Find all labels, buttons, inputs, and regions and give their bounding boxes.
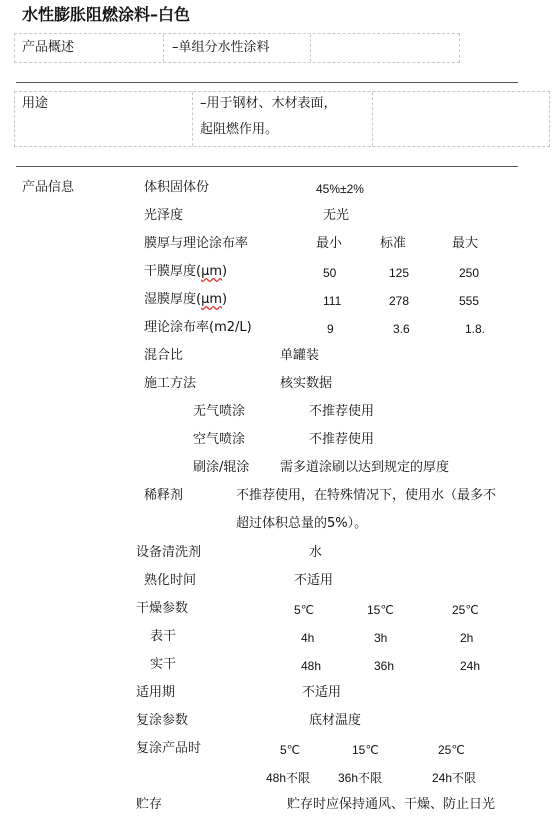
gloss-label: 光泽度 [144, 208, 184, 223]
mix-ratio-label: 混合比 [144, 348, 184, 363]
drying-label: 干燥参数 [136, 601, 189, 616]
coverage-min: 9 [327, 322, 334, 336]
coverage-label: 理论涂布率(m2/L) [144, 320, 252, 335]
recoat-value-15: 36h不限 [338, 771, 383, 785]
overview-label: 产品概述 [22, 40, 75, 55]
curing-time-value: 不适用 [294, 573, 334, 588]
surface-dry-15: 3h [374, 631, 388, 645]
drying-temp-15: 15℃ [367, 603, 394, 617]
storage-label: 贮存 [136, 797, 163, 812]
recoat-value: 底材温度 [309, 713, 362, 728]
recoat-value-25: 24h不限 [432, 771, 477, 785]
gloss-value: 无光 [323, 208, 350, 223]
usage-divider-2 [372, 92, 373, 146]
film-header-std: 标准 [380, 236, 407, 251]
wet-film-max: 555 [459, 294, 480, 308]
product-info-label: 产品信息 [22, 180, 75, 195]
air-spray-label: 空气喷涂 [193, 432, 246, 447]
overview-divider-2 [310, 34, 311, 62]
film-header-min: 最小 [316, 236, 343, 251]
drying-temp-25: 25℃ [452, 603, 479, 617]
recoat-temp-25: 25℃ [438, 743, 465, 757]
hard-dry-label: 实干 [150, 657, 177, 672]
drying-temp-5: 5℃ [294, 603, 315, 617]
usage-line-1: –用于钢材、木材表面， [200, 96, 337, 111]
brush-roller-label: 刷涂/辊涂 [193, 460, 250, 475]
curing-time-label: 熟化时间 [144, 573, 197, 588]
dry-film-std: 125 [389, 266, 410, 280]
wet-film-label: 湿膜厚度(μm) [144, 292, 228, 307]
overview-value: –单组分水性涂料 [172, 40, 270, 55]
air-spray-value: 不推荐使用 [309, 432, 375, 447]
dry-film-min: 50 [323, 266, 337, 280]
dry-film-max: 250 [459, 266, 480, 280]
pot-life-label: 适用期 [136, 685, 176, 700]
brush-roller-value: 需多道涂刷以达到规定的厚度 [280, 460, 450, 475]
recoat-label: 复涂参数 [136, 713, 189, 728]
surface-dry-25: 2h [460, 631, 474, 645]
mix-ratio-value: 单罐装 [280, 348, 320, 363]
thinner-line-1: 不推荐使用，在特殊情况下，使用水（最多不 [236, 488, 497, 503]
solids-value: 45%±2% [316, 182, 364, 196]
film-header-max: 最大 [452, 236, 479, 251]
coverage-max: 1.8. [465, 322, 486, 336]
overview-divider [163, 34, 164, 62]
usage-divider [192, 92, 193, 146]
solids-label: 体积固体份 [144, 180, 210, 195]
airless-spray-label: 无气喷涂 [193, 404, 246, 419]
cleaner-value: 水 [309, 545, 323, 560]
section-divider [16, 82, 518, 83]
airless-spray-value: 不推荐使用 [309, 404, 375, 419]
application-label: 施工方法 [144, 376, 197, 391]
recoat-temp-15: 15℃ [352, 743, 379, 757]
cleaner-label: 设备清洗剂 [136, 545, 202, 560]
thinner-label: 稀释剂 [144, 488, 184, 503]
hard-dry-25: 24h [460, 659, 481, 673]
recoat-temp-5: 5℃ [280, 743, 301, 757]
application-value: 核实数据 [280, 376, 333, 391]
recoat-time-label: 复涂产品时 [136, 741, 202, 756]
document-title: 水性膨胀阻燃涂料–白色 [22, 5, 191, 24]
thinner-line-2: 超过体积总量的5%）。 [236, 516, 368, 531]
surface-dry-label: 表干 [150, 629, 177, 644]
storage-value: 贮存时应保持通风、干燥、防止日光 [287, 797, 496, 812]
recoat-value-5: 48h不限 [266, 771, 311, 785]
section-divider-2 [16, 166, 518, 167]
wet-film-min: 111 [323, 294, 342, 308]
hard-dry-5: 48h [301, 659, 322, 673]
usage-line-2: 起阻燃作用。 [200, 122, 279, 137]
coverage-std: 3.6 [393, 322, 410, 336]
hard-dry-15: 36h [374, 659, 395, 673]
usage-label: 用途 [22, 96, 49, 111]
dry-film-label: 干膜厚度(μm) [144, 264, 228, 279]
pot-life-value: 不适用 [302, 685, 342, 700]
wet-film-std: 278 [389, 294, 410, 308]
film-label: 膜厚与理论涂布率 [144, 236, 249, 251]
surface-dry-5: 4h [301, 631, 315, 645]
